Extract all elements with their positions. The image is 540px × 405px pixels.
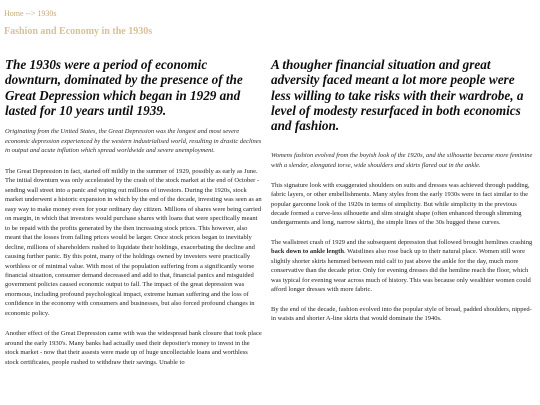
left-paragraph-1: The Great Depression in fact, started off mildly in the summer of 1929, possibly as early as June. The initial downturn was only accelerated by the crash of the stock market at the end of October - sending wall street into a panic and wiping out millions of investors. During the 1920s, stock market underwent a historic expansion in which by the end of the decade, investing was seen as an easy way to make money even for your ordinary day citizen. Millions of shares were being carried on margin, in which that investors would purchase shares with loans that were specifically meant to be repaid with the profits generated by the then increasing stock prices. This however, also meant that the losses from falling prices would be larger. Once stock prices began to inevitably decline, millions of shareholders rushed to liquidate their holdings, exacerbating the decline and causing further panic. By this point, many of the holdings owned by investers were practically worthless or of minimal value. With most of the population suffering from a significantly worse financial situation, consumer demand decreased and add to that, financial panics and misguided government policies caused economic output to fall. The impact of the great depression was enormous, including profound psychological impact, extreme human suffering and the loss of confidence in the economy with consumers and businesses, but also forced profound changes in economic policy. <box>5 167 262 317</box>
page-title: Fashion and Economy in the 1930s <box>4 26 153 37</box>
breadcrumb-separator: --> <box>25 9 36 18</box>
left-heading: The 1930s were a period of economic downturn, dominated by the presence of the Great Depression which began in 1929 and lasted for 10 years until 1939. <box>5 57 243 118</box>
right-paragraph-2-start: The wallstreet crash of 1929 and the subsequent depression that followed brought hemlines crashing <box>271 238 533 246</box>
header <box>0 0 540 47</box>
right-paragraph-1: This signature look with exaggerated shoulders on suits and dresses was achieved through padding, fabric layers, or other embellishments. Many styles from the early 1930s were in fact similar to the popular garconne look of the 1920s in terms of simplicity. But while simplicity in the previous decade formed a curve-less silhouette and slim straight shape (often enhanced through slimming undergarments and long, narrow skirts), the simple lines of the 30s hugged these curves. <box>271 181 530 227</box>
breadcrumb <box>4 9 57 18</box>
left-paragraph-2: Another effect of the Great Depression came with was the widespread bank closure that took place around the early 1930's. Many banks had actually used their depositer's money to invest in the stock market - now that their assests were made up of huge uncollectable loans and worthless stock certificates, people rushed to withdraw their savings. Unable to <box>5 330 262 366</box>
breadcrumb-current-link[interactable]: 1930s <box>37 9 57 18</box>
right-column <box>271 57 535 324</box>
right-intro: Womens fashion evolved from the boyish look of the 1920s, and the silhouette became more feminine with a slender, elongated torse, wide shoulders and skirts flared out in the ankle. <box>271 152 533 170</box>
right-heading: A thougher financial situation and great adversity faced meant a lot more people were less willing to take risks with their wardrobe, a level of modesty resurfaced in both economics and fashion. <box>271 57 524 134</box>
breadcrumb-home-link[interactable]: Home <box>4 9 24 18</box>
left-intro: Originating from the United States, the Great Depression was the longest and most severe economic depression experienced by the western industrialised world, resulting in drastic declines in output and acute inflation which spread worldwide and severe unemployment. <box>5 128 262 155</box>
hemline-highlight: back down to ankle length <box>271 248 344 256</box>
left-column <box>5 57 263 367</box>
right-paragraph-3: By the end of the decade, fashion evolved into the popular style of broad, padded shoulders, nipped-in waists and shorter A-line skirts that would dominate the 1940s. <box>271 305 532 323</box>
right-paragraph-2-end: . Waistlines also rose back up to their natural place. Women still wore slightly shorter skirts hemmed between mid calf to just above the ankle for the day, much more conservative than the decade prior. Only for evening dresses did the hemline reach the floor, which was typical for evening wear across much of history. This was because only wealthier women could afford longer dresses with more fabric. <box>271 248 531 294</box>
right-paragraph-2 <box>271 238 535 295</box>
